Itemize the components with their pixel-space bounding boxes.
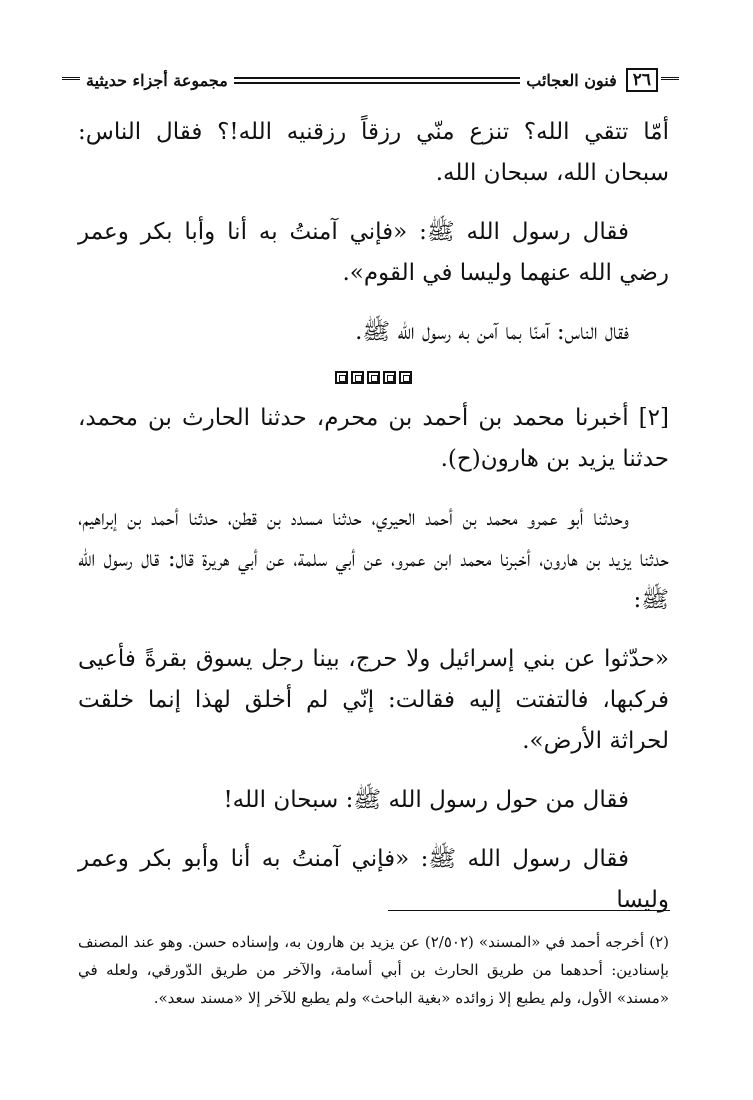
- paragraph-6: «حدّثوا عن بني إسرائيل ولا حرج، بينا رجل يسوق بقرةً فأعيى فركبها، فالتفتت إليه فقالت: إنّي لم أخلق لهذا إنما خلقت لحراثة الأرض».: [78, 646, 669, 754]
- paragraph-4: [٢] أخبرنا محمد بن أحمد بن محرم، حدثنا الحارث بن محمد، حدثنا يزيد بن هارون(ح).: [78, 405, 669, 472]
- header-rule-middle: [234, 77, 520, 84]
- header-rule-right: [661, 77, 679, 83]
- separator-square-icon: [335, 371, 348, 384]
- paragraph-7: فقال من حول رسول الله ﷺ: سبحان الله!: [223, 787, 629, 813]
- separator-square-icon: [351, 371, 364, 384]
- header-rule-left: [62, 77, 80, 83]
- separator-square-icon: [367, 371, 380, 384]
- book-title: فنون العجائب: [526, 70, 617, 90]
- paragraph-8: فقال رسول الله ﷺ: «فإني آمنتُ به أنا وأبو بكر وعمر وليسا: [78, 846, 669, 913]
- paragraph-3: فقال الناس: آمنّا بما آمن به رسول الله ﷺ.: [355, 319, 629, 345]
- paragraph-5: وحدثنا أبو عمرو محمد بن أحمد الحيري، حدثنا مسدد بن قطن، حدثنا أحمد بن إبراهيم، حدثنا يزيد بن هارون، أخبرنا محمد ابن عمرو، عن أبي سلمة، عن أبي هريرة قال: قال رسول الله ﷺ:: [78, 505, 669, 613]
- footnote: [78, 928, 669, 1012]
- main-text: [78, 112, 669, 939]
- section-separator: [78, 371, 669, 384]
- page-header: [62, 68, 679, 92]
- page-number: ٢٦: [626, 68, 658, 92]
- paragraph-2: فقال رسول الله ﷺ: «فإني آمنتُ به أنا وأبا بكر وعمر رضي الله عنهما وليسا في القوم».: [78, 219, 669, 286]
- separator-square-icon: [383, 371, 396, 384]
- separator-square-icon: [399, 371, 412, 384]
- series-title: مجموعة أجزاء حديثية: [86, 70, 228, 90]
- footnote-divider: [388, 910, 670, 911]
- footnote-text: (٢) أخرجه أحمد في «المسند» (٢/٥٠٢) عن يزيد بن هارون به، وإسناده حسن. وهو عند المصنف بإسنادين: أحدهما من طريق الحارث بن أبي أسامة، والآخر من طريق الدّورقي، ولعله في «مسند» الأول، ولم يطبع إلا زوائده «بغية الباحث» ولم يطبع للآخر إلا «مسند سعد».: [78, 933, 669, 1007]
- paragraph-1: أمّا تتقي الله؟ تنزع منّي رزقاً رزقنيه الله!؟ فقال الناس: سبحان الله، سبحان الله.: [78, 119, 669, 186]
